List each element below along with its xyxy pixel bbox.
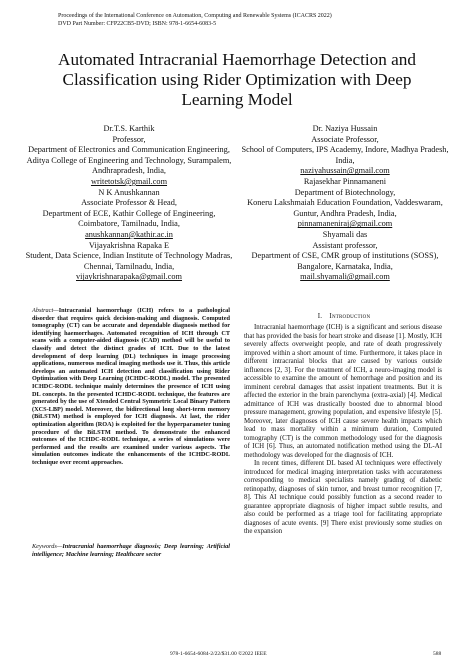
author-line: Dr. Naziya Hussain [312, 124, 378, 133]
author-line: Associate Professor & Head, [81, 198, 177, 208]
authors-left-column [24, 124, 234, 283]
author-line: Professor, [112, 134, 146, 144]
conference-header-line: Proceedings of the International Conference on Automation, Computing and Renewable Systems (ICACRS 2022) [58, 13, 332, 19]
author-line: Assistant professor, [312, 240, 378, 250]
abstract [32, 307, 230, 466]
conference-header [58, 13, 332, 28]
intro-paragraph: In recent times, different DL based AI techniques were effectively introduced for medical imaging interpretation tasks with accurateness corresponding to medical specialists namely grading of diabetic retinopathy, diagnoses of skin tumor, and breast tumor recognition [7, 8]. This AI technique could possibly function as a second reader to guarantee appropriate diagnosis of higher impact subtle results, and also could be performed as a triage tool for facilitating appropriate diagnoses of acute events. [9] There exist previously some studies on the expansion [244, 460, 442, 535]
author-line: Rajasekhar Pinnamaneni [303, 176, 387, 186]
keywords-lead: Keywords— [32, 543, 63, 550]
author-email-link[interactable]: pinnamaneniraj@gmail.com [297, 219, 393, 229]
author-line: Department of ECE, Kathir College of Engineering, Coimbatore, Tamilnadu, India, [42, 208, 216, 229]
author-line: Vijayakrishna Rapaka E [88, 240, 170, 250]
author-email-link[interactable]: anushkannan@kathir.ac.in [85, 229, 173, 239]
abstract-lead: Abstract— [32, 307, 59, 314]
author-email-link[interactable]: naziyahussain@gmail.com [300, 166, 390, 176]
author-email-link[interactable]: writetotsk@gmail.com [90, 176, 168, 186]
author-line: Koneru Lakshmaiah Education Foundation, Vaddeswaram, Guntur, Andhra Pradesh, India, [247, 198, 443, 218]
introduction-body [244, 324, 442, 537]
author-line: Aditya College of Engineering and Technology, Surampalem, Andhrapradesh, India, [26, 155, 232, 176]
author-line: N K Anushkannan [98, 187, 160, 197]
footer-copyright: 978-1-6654-6084-2/22/$31.00 ©2022 IEEE [170, 651, 267, 657]
authors-right-column [240, 124, 450, 283]
author-line: Student, Data Science, Indian Institute of Technology Madras, Chennai, Tamilnadu, India, [25, 251, 233, 271]
section-heading [244, 312, 444, 320]
author-line: School of Computers, IPS Academy, Indore, Madhya Pradesh, India, [241, 145, 449, 165]
author-line: Department of CSE, CMR group of institutions (SOSS), Bangalore, Karnataka, India, [251, 251, 439, 271]
author-line: Department of Biotechnology, [294, 187, 396, 197]
author-line: Department of Electronics and Communication Engineering, [28, 145, 230, 155]
author-line: Shyamali das [322, 229, 368, 239]
section-number: I. [317, 312, 323, 320]
keywords [32, 543, 230, 558]
intro-paragraph: Intracranial haemorrhage (ICH) is a significant and serious disease that has provided the basis for heart stroke and disease [1]. Mostly, ICH severely affects overweight people, and rate of death progressively improved within a short amount of time. Furthermore, it takes place in different intracranial blocks that are caused by various outside influences [2, 3]. For the treatment of ICH, a neuro-imaging model is accessible to examine the amount of hemorrhage and position and its imminent cerebral damages that assist inpatient treatments. But it is affected the exterior in the brain parenchyma (extra-axial) [4]. Medical admittance of ICH was drastically boosted due to abnormal blood pressure management, growing population, and expensive lifestyle [5]. Moreover, later diagnoses of ICH cause severe health impacts which lead to mass mortality within a minimum duration, Computed tomography (CT) is the common methodology used for the diagnosis of ICH [6]. Thus, an automated notification method using the DL-AI methodology was developed for the diagnosis of ICH. [244, 324, 442, 459]
abstract-text: Intracranial haemorrhage (ICH) refers to a pathological disorder that requires quick decision-making and diagnosis. Computed tomography (CT) can be accurate and dependable diagnosis method for identifying haemorrhages. Automated recognition of ICH through CT scans with a computer-aided diagnosis (CAD) method will be useful to classify and detect the distinct grades of ICH. Due to the latest development of deep learning (DL) techniques in image processing applications, numerous medical imaging methods use it. Thus, this article develops an automated ICH detection and classification using Rider Optimization with Deep Learning (ICHDC-RODL) model. The presented ICHDC-RODL technique mainly determines the presence of ICH using DL concepts. In the presented ICHDC-RODL technique, the features are generated by the use of Xtended Central Symmetric Local Binary Pattern (XCS-LBP) model. Moreover, the bidirectional long short-term memory (BiLSTM) method is employed for ICH diagnosis. At last, the rider optimization algorithm (ROA) is exploited for the hyperparameter tuning procedure of the BiLSTM method. To demonstrate the enhanced outcomes of the ICHDC-RODL technique, a series of simulations were performed and the results are examined under various aspects. The simulation outcomes indicate the enhancements of the ICHDC-RODL technique over recent approaches. [32, 307, 230, 466]
page-number: 588 [433, 651, 442, 657]
author-line: Associate Professor, [311, 134, 379, 144]
section-title: Introduction [329, 312, 371, 320]
author-email-link[interactable]: mail.shyamali@gmail.com [300, 272, 390, 282]
conference-isbn-line: DVD Part Number: CFP22CB5-DVD; ISBN: 978-1-6654-6083-5 [58, 20, 217, 27]
author-line: Dr.T.S. Karthik [103, 124, 155, 133]
author-email-link[interactable]: vijaykrishnarapaka@gmail.com [75, 272, 183, 282]
keywords-text: Intracranial haemorrhage diagnosis; Deep learning; Artificial intelligence; Machine learning; Healthcare sector [32, 543, 230, 558]
paper-title: Automated Intracranial Haemorrhage Detection and Classification using Rider Optimization with Deep Learning Model [58, 50, 416, 110]
